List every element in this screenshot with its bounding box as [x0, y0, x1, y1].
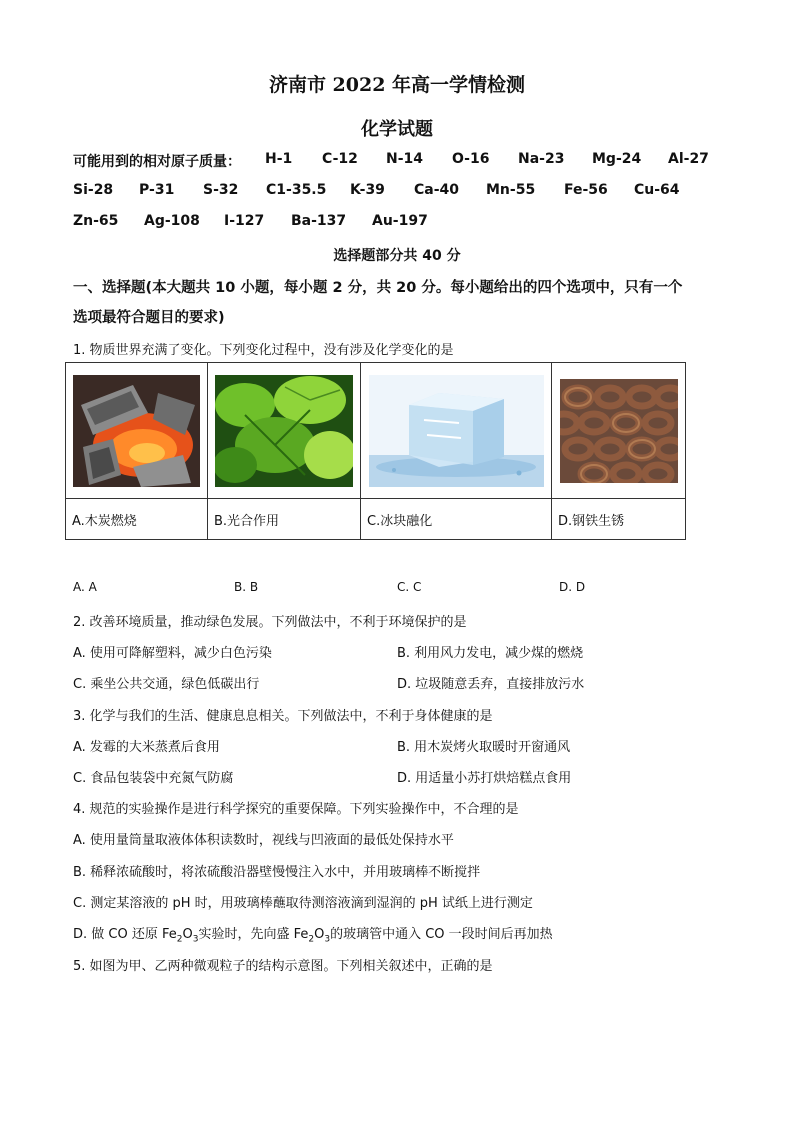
- picture-caption-d: D.钢铁生锈: [552, 499, 686, 540]
- atomic-mass-item: I-127: [224, 213, 265, 229]
- picture-caption-c: C.冰块融化: [361, 499, 552, 540]
- q4-option-d-part: O: [314, 927, 325, 942]
- q4-option-c[interactable]: C. 测定某溶液的 pH 时，用玻璃棒蘸取待测溶液滴到湿润的 pH 试纸上进行测定: [73, 896, 533, 911]
- atomic-mass-item: Ca-40: [414, 182, 460, 198]
- question-4-stem: 4. 规范的实验操作是进行科学探究的重要保障。下列实验操作中，不合理的是: [73, 802, 519, 817]
- q2-option-d[interactable]: D. 垃圾随意丢弃，直接排放污水: [397, 677, 585, 692]
- q4-option-d-part: O: [182, 927, 193, 942]
- atomic-mass-item: Ba-137: [291, 213, 347, 229]
- atomic-mass-item: Mn-55: [486, 182, 536, 198]
- atomic-mass-label: 可能用到的相对原子质量：: [73, 154, 241, 170]
- atomic-mass-item: Zn-65: [73, 213, 119, 229]
- atomic-mass-item: K-39: [350, 182, 385, 198]
- rusty-chain-image: [560, 379, 678, 483]
- atomic-mass-item: O-16: [452, 151, 490, 167]
- question-1-picture-table: [65, 362, 686, 540]
- atomic-mass-item: Na-23: [518, 151, 565, 167]
- ice-cube-image: [369, 375, 544, 487]
- q3-option-a[interactable]: A. 发霉的大米蒸煮后食用: [73, 740, 220, 755]
- atomic-mass-item: Mg-24: [592, 151, 642, 167]
- question-2-stem: 2. 改善环境质量，推动绿色发展。下列做法中，不利于环境保护的是: [73, 615, 467, 630]
- subscript: 3: [324, 934, 331, 945]
- q4-option-b[interactable]: B. 稀释浓硫酸时，将浓硫酸沿器壁慢慢注入水中，并用玻璃棒不断搅拌: [73, 865, 481, 880]
- q1-option-d[interactable]: D. D: [559, 580, 586, 594]
- q4-option-d-part: 实验时，先向盛 Fe: [198, 927, 309, 942]
- exam-title: 济南市 2022 年高一学情检测: [268, 74, 526, 96]
- question-5-stem: 5. 如图为甲、乙两种微观粒子的结构示意图。下列相关叙述中，正确的是: [73, 959, 493, 974]
- question-3-stem: 3. 化学与我们的生活、健康息息相关。下列做法中，不利于身体健康的是: [73, 709, 493, 724]
- atomic-mass-item: Au-197: [372, 213, 428, 229]
- green-leaves-image: [215, 375, 353, 487]
- section-heading: 选择题部分共 40 分: [333, 248, 461, 264]
- atomic-mass-item: C1-35.5: [266, 182, 327, 198]
- exam-subtitle: 化学试题: [361, 119, 433, 140]
- q1-option-b[interactable]: B. B: [234, 580, 259, 594]
- q2-option-c[interactable]: C. 乘坐公共交通，绿色低碳出行: [73, 677, 260, 692]
- q4-option-d-part: D. 做 CO 还原 Fe: [73, 927, 177, 942]
- subscript: 2: [308, 934, 315, 945]
- q3-option-c[interactable]: C. 食品包装袋中充氮气防腐: [73, 771, 234, 786]
- part-title-line2: 选项最符合题目的要求): [73, 310, 225, 326]
- atomic-mass-item: Fe-56: [564, 182, 608, 198]
- atomic-mass-item: Cu-64: [634, 182, 680, 198]
- atomic-mass-item: C-12: [322, 151, 358, 167]
- picture-caption-b: B.光合作用: [208, 499, 361, 540]
- atomic-mass-item: S-32: [203, 182, 239, 198]
- part-title-line1: 一、选择题(本大题共 10 小题，每小题 2 分，共 20 分。每小题给出的四个选项中，只有一个: [73, 280, 683, 296]
- q2-option-a[interactable]: A. 使用可降解塑料，减少白色污染: [73, 646, 272, 661]
- question-1-stem: 1. 物质世界充满了变化。下列变化过程中，没有涉及化学变化的是: [73, 343, 454, 358]
- picture-cell-a: [66, 363, 208, 499]
- q1-option-a[interactable]: A. A: [73, 580, 97, 594]
- q4-option-a[interactable]: A. 使用量筒量取液体体积读数时，视线与凹液面的最低处保持水平: [73, 833, 454, 848]
- picture-caption-a: A.木炭燃烧: [66, 499, 208, 540]
- atomic-mass-item: H-1: [265, 151, 293, 167]
- atomic-mass-item: Ag-108: [144, 213, 200, 229]
- picture-cell-d: [552, 363, 686, 499]
- picture-cell-c: [361, 363, 552, 499]
- atomic-mass-item: P-31: [139, 182, 175, 198]
- burning-charcoal-image: [73, 375, 200, 487]
- atomic-mass-item: Al-27: [668, 151, 709, 167]
- q4-option-d-part: 的玻璃管中通入 CO 一段时间后再加热: [330, 927, 553, 942]
- q3-option-b[interactable]: B. 用木炭烤火取暖时开窗通风: [397, 740, 571, 755]
- q3-option-d[interactable]: D. 用适量小苏打烘焙糕点食用: [397, 771, 572, 786]
- subscript: 2: [176, 934, 183, 945]
- q2-option-b[interactable]: B. 利用风力发电，减少煤的燃烧: [397, 646, 584, 661]
- picture-cell-b: [208, 363, 361, 499]
- q1-option-c[interactable]: C. C: [397, 580, 422, 594]
- subscript: 3: [192, 934, 199, 945]
- q4-option-d[interactable]: [73, 923, 553, 945]
- atomic-mass-item: Si-28: [73, 182, 114, 198]
- atomic-mass-item: N-14: [386, 151, 424, 167]
